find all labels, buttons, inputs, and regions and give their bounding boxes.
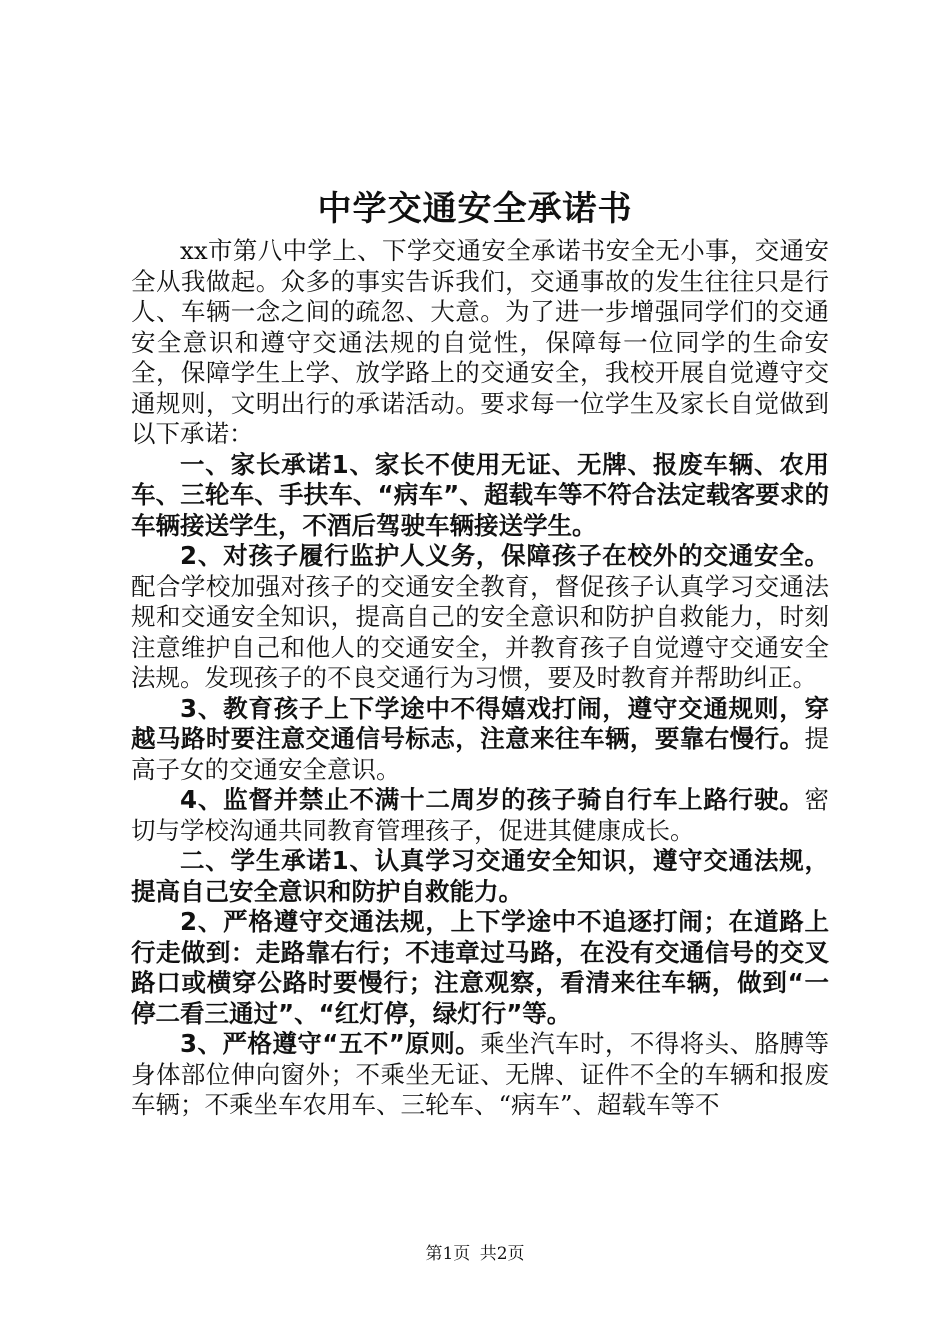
paragraph-student-promise-1: 二、学生承诺1、认真学习交通安全知识，遵守交通法规，提高自己安全意识和防护自救能力。	[131, 846, 829, 906]
paragraph-parent-promise-2: 2、对孩子履行监护人义务，保障孩子在校外的交通安全。配合学校加强对孩子的交通安全教育，督促孩子认真学习交通法规和交通安全知识，提高自己的安全意识和防护自救能力，时刻注意维护自己和他人的交通安全，并教育孩子自觉遵守交通安全法规。发现孩子的不良交通行为习惯，要及时教育并帮助纠正。	[131, 541, 829, 692]
paragraph-student-promise-3: 3、严格遵守“五不”原则。乘坐汽车时，不得将头、胳膊等身体部位伸向窗外；不乘坐无证、无牌、证件不全的车辆和报废车辆；不乘坐车农用车、三轮车、“病车”、超载车等不	[131, 1029, 829, 1119]
page-number-total: 共2页	[479, 1244, 525, 1264]
document-title: 中学交通安全承诺书	[317, 189, 633, 229]
page-number-current: 第1页	[425, 1244, 471, 1264]
document-body	[131, 236, 829, 1121]
paragraph-intro: xx市第八中学上、下学交通安全承诺书安全无小事，交通安全从我做起。众多的事实告诉我们，交通事故的发生往往只是行人、车辆一念之间的疏忽、大意。为了进一步增强同学们的交通安全意识和遵守交通法规的自觉性，保障每一位同学的生命安全，保障学生上学、放学路上的交通安全，我校开展自觉遵守交通规则，文明出行的承诺活动。要求每一位学生及家长自觉做到以下承诺：	[131, 236, 829, 448]
paragraph-parent-promise-1: 一、家长承诺1、家长不使用无证、无牌、报废车辆、农用车、三轮车、手扶车、“病车”、超载车等不符合法定载客要求的车辆接送学生，不酒后驾驶车辆接送学生。	[131, 449, 829, 540]
page-footer	[0, 1243, 950, 1265]
paragraph-parent-promise-3: 3、教育孩子上下学途中不得嬉戏打闹，遵守交通规则，穿越马路时要注意交通信号标志，注意来往车辆，要靠右慢行。提高子女的交通安全意识。	[131, 693, 829, 784]
paragraph-parent-promise-4: 4、监督并禁止不满十二周岁的孩子骑自行车上路行驶。密切与学校沟通共同教育管理孩子，促进其健康成长。	[131, 785, 829, 845]
paragraph-student-promise-2: 2、严格遵守交通法规，上下学途中不追逐打闹；在道路上行走做到：走路靠右行；不违章过马路，在没有交通信号的交叉路口或横穿公路时要慢行；注意观察，看清来往车辆，做到“一停二看三通过”、“红灯停，绿灯行”等。	[131, 907, 829, 1028]
